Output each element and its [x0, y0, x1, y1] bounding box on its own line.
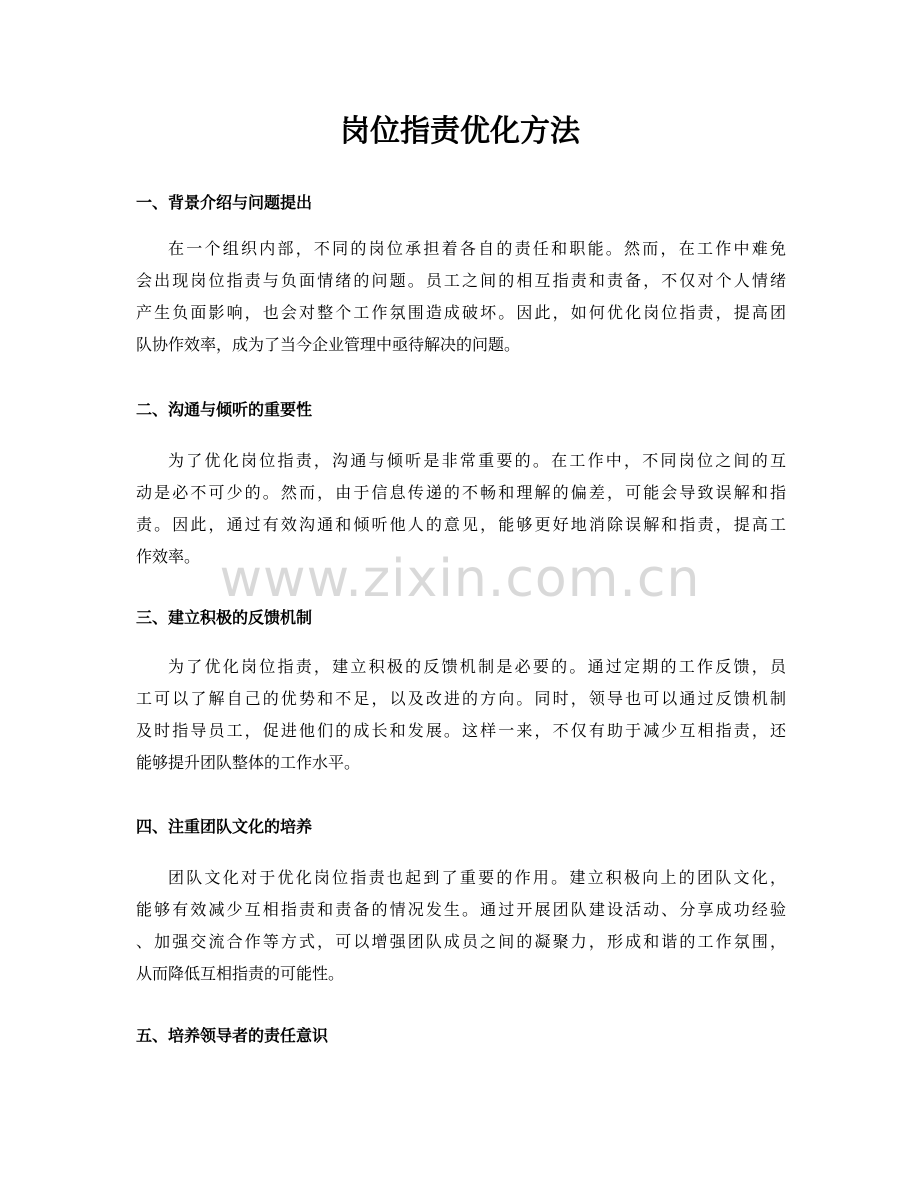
paragraph-line: 队协作效率，成为了当今企业管理中亟待解决的问题。 [136, 335, 521, 354]
paragraph-line: 会出现岗位指责与负面情绪的问题。员工之间的相互指责和责备，不仅对个人情绪 [136, 271, 786, 290]
paragraph-line: 为了优化岗位指责，沟通与倾听是非常重要的。在工作中，不同岗位之间的互 [168, 451, 786, 470]
section-heading-background: 一、背景介绍与问题提出 [136, 193, 313, 212]
section-heading-communication: 二、沟通与倾听的重要性 [136, 400, 313, 419]
paragraph-line: 能够提升团队整体的工作水平。 [136, 753, 361, 772]
paragraph-line: 从而降低互相指责的可能性。 [136, 964, 345, 983]
section-paragraph-team-culture [136, 862, 786, 990]
paragraph-line: 为了优化岗位指责，建立积极的反馈机制是必要的。通过定期的工作反馈，员 [168, 657, 786, 676]
paragraph-line: 动是必不可少的。然而，由于信息传递的不畅和理解的偏差，可能会导致误解和指 [136, 483, 786, 502]
paragraph-line: 能够有效减少互相指责和责备的情况发生。通过开展团队建设活动、分享成功经验 [136, 900, 786, 919]
paragraph-line: 在一个组织内部，不同的岗位承担着各自的责任和职能。然而，在工作中难免 [168, 239, 786, 258]
section-paragraph-background [136, 233, 786, 361]
paragraph-line: 工可以了解自己的优势和不足，以及改进的方向。同时，领导也可以通过反馈机制 [136, 689, 786, 708]
paragraph-line: 产生负面影响，也会对整个工作氛围造成破坏。因此，如何优化岗位指责，提高团 [136, 303, 786, 322]
section-paragraph-communication [136, 445, 786, 573]
section-heading-feedback: 三、建立积极的反馈机制 [136, 608, 313, 627]
section-paragraph-feedback [136, 651, 786, 779]
paragraph-line: 及时指导员工，促进他们的成长和发展。这样一来，不仅有助于减少互相指责，还 [136, 721, 786, 740]
section-heading-leader-responsibility: 五、培养领导者的责任意识 [136, 1026, 329, 1045]
page-title: 岗位指责优化方法 [340, 114, 580, 149]
paragraph-line: 、加强交流合作等方式，可以增强团队成员之间的凝聚力，形成和谐的工作氛围， [136, 932, 786, 951]
paragraph-line: 作效率。 [136, 547, 201, 566]
paragraph-line: 团队文化对于优化岗位指责也起到了重要的作用。建立积极向上的团队文化， [168, 868, 786, 887]
paragraph-line: 责。因此，通过有效沟通和倾听他人的意见，能够更好地消除误解和指责，提高工 [136, 515, 786, 534]
watermark-text: www.zixin.com.cn [219, 549, 701, 609]
section-heading-team-culture: 四、注重团队文化的培养 [136, 817, 313, 836]
